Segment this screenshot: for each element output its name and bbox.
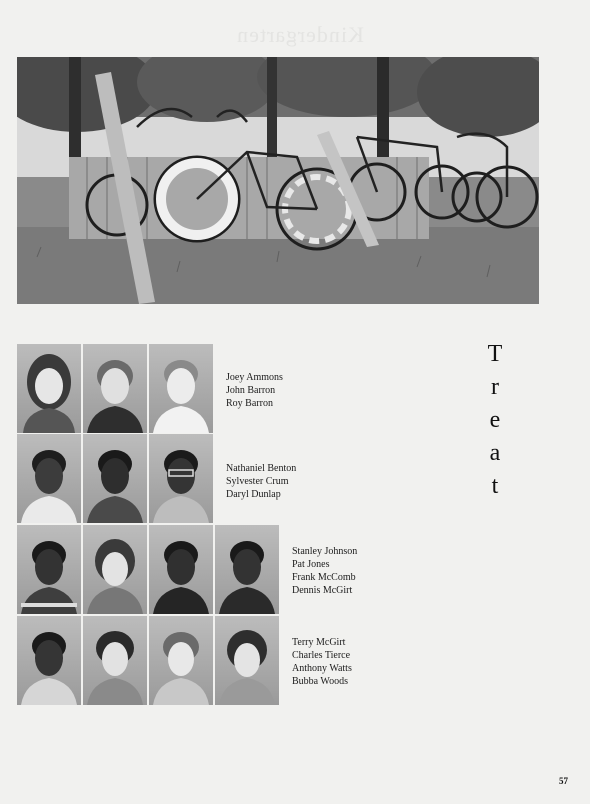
portrait-roy-barron bbox=[149, 344, 213, 433]
bicycle-rack-photo bbox=[17, 57, 539, 304]
portrait-terry-mcgirt bbox=[17, 616, 81, 705]
title-letter: T bbox=[487, 341, 503, 367]
student-name: Bubba Woods bbox=[292, 676, 348, 687]
portrait-nathaniel-benton bbox=[17, 434, 81, 523]
portrait-stanley-johnson bbox=[17, 525, 81, 614]
portrait-daryl-dunlap bbox=[149, 434, 213, 523]
student-name: Sylvester Crum bbox=[226, 476, 289, 487]
student-name: Charles Tierce bbox=[292, 650, 351, 661]
name-list-group-4 bbox=[292, 636, 352, 688]
name-list-group-3 bbox=[292, 545, 357, 597]
portrait-john-barron bbox=[83, 344, 147, 433]
student-name: Dennis McGirt bbox=[292, 585, 353, 596]
section-title-vertical bbox=[480, 338, 510, 503]
student-name: Roy Barron bbox=[226, 398, 273, 409]
portrait-frank-mccomb bbox=[149, 525, 213, 614]
portrait-joey-ammons bbox=[17, 344, 81, 433]
portrait-sylvester-crum bbox=[83, 434, 147, 523]
student-name: Pat Jones bbox=[292, 559, 330, 570]
title-letter: a bbox=[489, 440, 501, 466]
student-name: Stanley Johnson bbox=[292, 546, 358, 557]
page-number: 57 bbox=[559, 776, 568, 786]
student-name: Frank McComb bbox=[292, 572, 356, 583]
name-list-group-1 bbox=[226, 371, 283, 410]
title-letter: t bbox=[491, 473, 499, 499]
portrait-anthony-watts bbox=[149, 616, 213, 705]
portrait-dennis-mcgirt bbox=[215, 525, 279, 614]
bleed-through-heading: Kindergarten bbox=[236, 22, 364, 47]
student-name: Nathaniel Benton bbox=[226, 463, 297, 474]
student-name: Terry McGirt bbox=[292, 637, 346, 648]
name-list-group-2 bbox=[226, 462, 296, 501]
portrait-charles-tierce bbox=[83, 616, 147, 705]
title-letter: e bbox=[489, 407, 501, 433]
student-name: Joey Ammons bbox=[226, 372, 283, 383]
portrait-pat-jones bbox=[83, 525, 147, 614]
student-name: Daryl Dunlap bbox=[226, 489, 281, 500]
student-name: John Barron bbox=[226, 385, 276, 396]
title-letter: r bbox=[491, 374, 499, 400]
student-name: Anthony Watts bbox=[292, 663, 352, 674]
portrait-bubba-woods bbox=[215, 616, 279, 705]
